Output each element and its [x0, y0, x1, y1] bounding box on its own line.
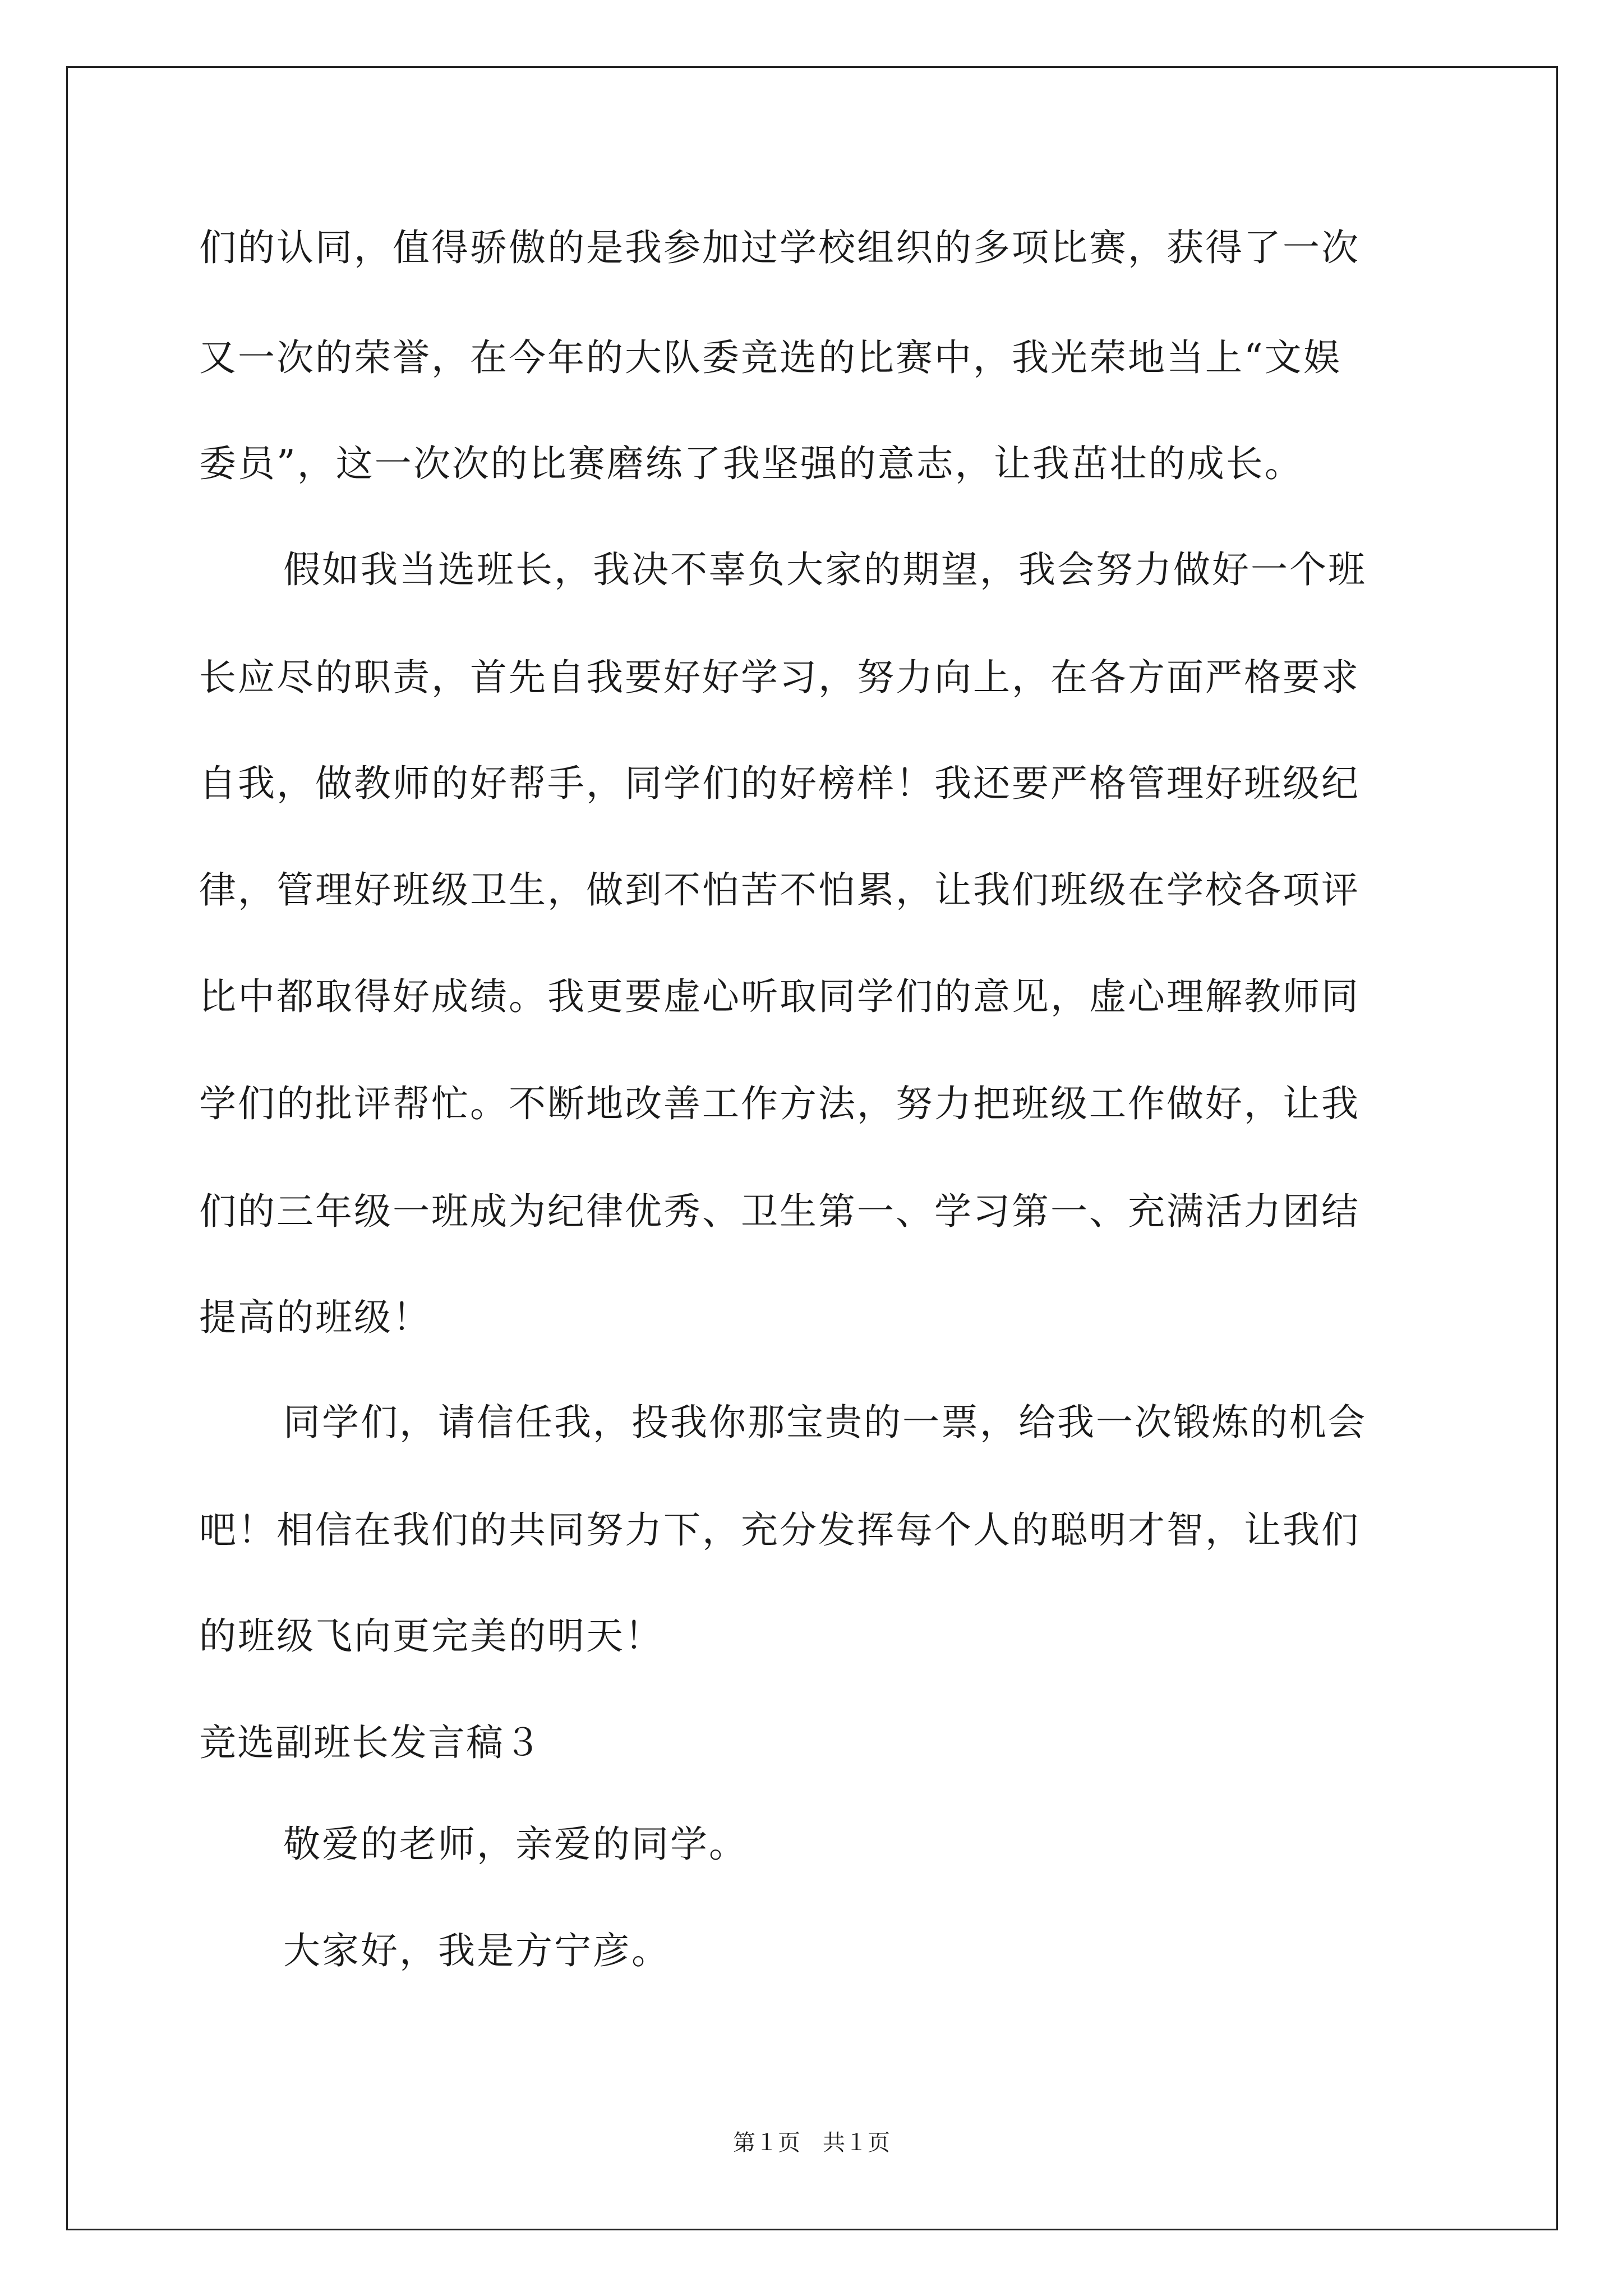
paragraph-line: 自我，做教师的好帮手，同学们的好榜样！我还要严格管理好班级纪: [199, 762, 1360, 805]
paragraph-line: 的班级飞向更完美的明天！: [199, 1614, 663, 1658]
paragraph-line: 同学们，请信任我，投我你那宝贵的一票，给我一次锻炼的机会: [283, 1401, 1367, 1444]
page-border: [66, 66, 1558, 2230]
paragraph-line: 律，管理好班级卫生，做到不怕苦不怕累，让我们班级在学校各项评: [199, 868, 1360, 912]
paragraph-line: 比中都取得好成绩。我更要虚心听取同学们的意见，虚心理解教师同: [199, 975, 1360, 1018]
paragraph-line: 们的三年级一班成为纪律优秀、卫生第一、学习第一、充满活力团结: [199, 1190, 1360, 1233]
paragraph-line: 又一次的荣誉，在今年的大队委竞选的比赛中，我光荣地当上“文娱: [199, 336, 1342, 379]
paragraph-line: 长应尽的职责，首先自我要好好学习，努力向上，在各方面严格要求: [199, 656, 1360, 699]
paragraph-line: 吧！相信在我们的共同努力下，充分发挥每个人的聪明才智，让我们: [199, 1508, 1360, 1552]
paragraph-line: 提高的班级！: [199, 1296, 431, 1339]
section-heading: 竞选副班长发言稿３: [199, 1721, 542, 1764]
paragraph-line: 学们的批评帮忙。不断地改善工作方法，努力把班级工作做好，让我: [199, 1082, 1360, 1125]
page-number-footer: 第１页 共１页: [733, 2130, 890, 2156]
paragraph-line: 们的认同，值得骄傲的是我参加过学校组织的多项比赛，获得了一次: [199, 226, 1360, 269]
greeting-line: 敬爱的老师，亲爱的同学。: [283, 1823, 748, 1866]
paragraph-line: 假如我当选班长，我决不辜负大家的期望，我会努力做好一个班: [283, 548, 1367, 591]
paragraph-line: 委员”，这一次次的比赛磨练了我坚强的意志，让我茁壮的成长。: [199, 442, 1303, 485]
intro-line: 大家好，我是方宁彦。: [283, 1929, 670, 1972]
